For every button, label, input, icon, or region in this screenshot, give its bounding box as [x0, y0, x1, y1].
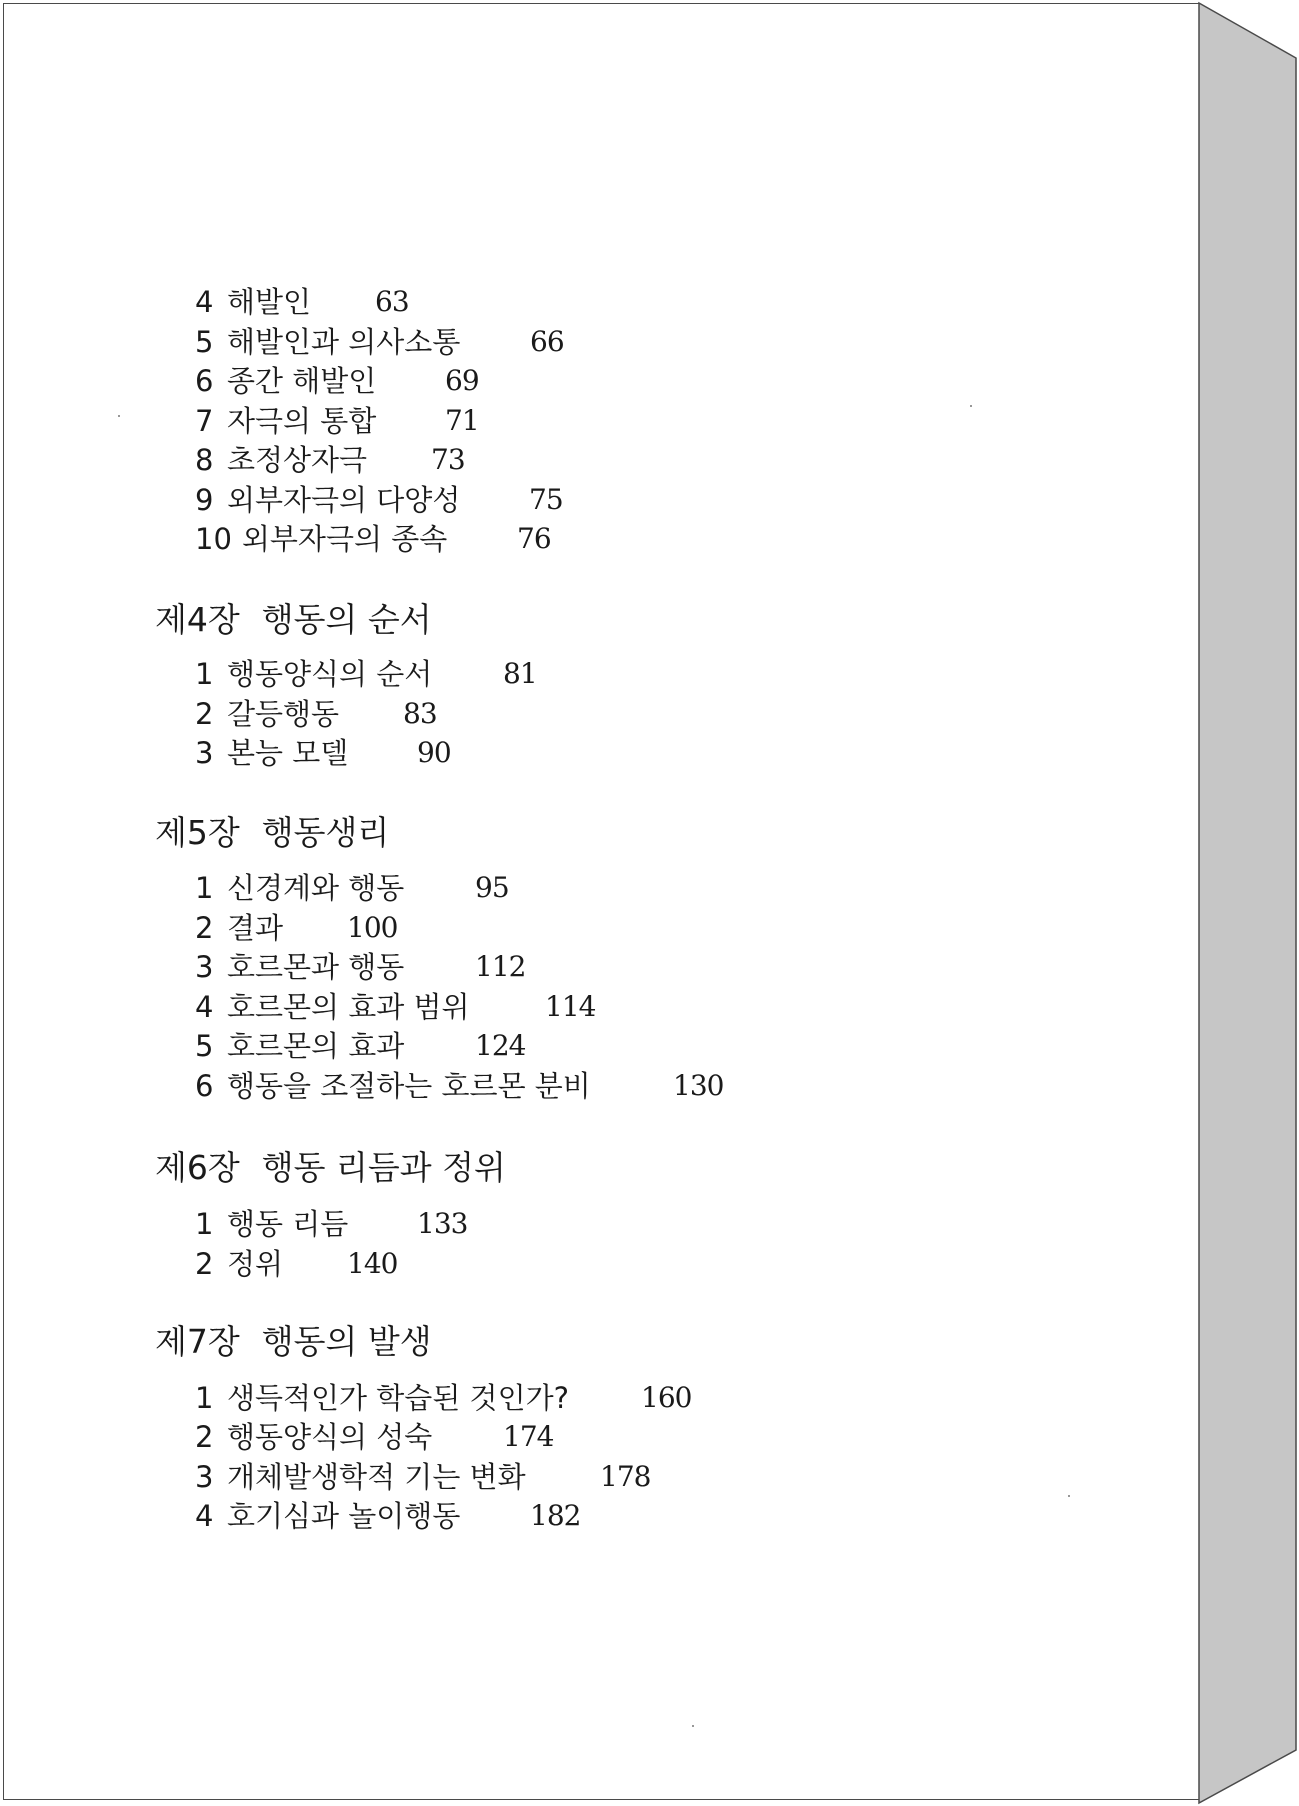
toc-entry [195, 870, 509, 906]
entry-title: 해발인 [227, 285, 312, 319]
chapter-title: 행동생리 [261, 813, 390, 852]
entry-title: 호르몬의 효과 범위 [227, 990, 470, 1024]
toc-entry [195, 656, 537, 692]
chapter-title: 행동 리듬과 정위 [261, 1148, 506, 1187]
entry-page: 90 [417, 736, 451, 769]
toc-entry [195, 735, 451, 771]
scan-speck [970, 405, 972, 407]
entry-number: 9 [195, 483, 214, 517]
entry-page: 114 [545, 990, 596, 1023]
entry-page: 76 [517, 522, 551, 555]
entry-page: 69 [445, 364, 479, 397]
entry-number: 2 [195, 911, 214, 945]
entry-number: 2 [195, 1420, 214, 1454]
chapter-heading [155, 813, 389, 853]
entry-title: 결과 [227, 911, 284, 945]
entry-page: 95 [475, 871, 509, 904]
entry-title: 초정상자극 [227, 443, 368, 477]
entry-title: 본능 모델 [227, 736, 349, 770]
entry-title: 행동양식의 순서 [227, 657, 433, 691]
entry-page: 124 [475, 1029, 526, 1062]
toc-entry [195, 324, 564, 360]
scan-speck [692, 1725, 694, 1727]
entry-number: 4 [195, 285, 214, 319]
chapter-number: 제4장 [155, 600, 240, 639]
entry-number: 5 [195, 1029, 214, 1063]
scan-speck [1068, 1495, 1070, 1497]
entry-title: 생득적인가 학습된 것인가? [227, 1381, 569, 1415]
entry-title: 행동 리듬 [227, 1207, 349, 1241]
entry-number: 6 [195, 1069, 214, 1103]
toc-entry [195, 442, 465, 478]
entry-page: 160 [641, 1381, 692, 1414]
entry-page: 178 [600, 1460, 651, 1493]
toc-entry [195, 989, 596, 1025]
entry-title: 개체발생학적 기는 변화 [227, 1460, 526, 1494]
entry-number: 3 [195, 950, 214, 984]
entry-page: 174 [503, 1420, 554, 1453]
entry-number: 4 [195, 1499, 214, 1533]
entry-page: 140 [347, 1247, 398, 1280]
entry-page: 63 [375, 285, 409, 318]
entry-number: 1 [195, 657, 214, 691]
toc-entry [195, 1459, 651, 1495]
entry-page: 182 [530, 1499, 581, 1532]
entry-page: 112 [475, 950, 526, 983]
entry-title: 종간 해발인 [227, 364, 377, 398]
entry-number: 2 [195, 697, 214, 731]
entry-page: 71 [445, 404, 479, 437]
entry-page: 100 [347, 911, 398, 944]
entry-number: 2 [195, 1247, 214, 1281]
entry-number: 4 [195, 990, 214, 1024]
entry-page: 73 [431, 443, 465, 476]
entry-title: 호기심과 놀이행동 [227, 1499, 461, 1533]
chapter-heading [155, 600, 432, 640]
toc-entry [195, 1068, 724, 1104]
entry-title: 행동을 조절하는 호르몬 분비 [227, 1069, 591, 1103]
scan-speck [118, 415, 120, 417]
entry-page: 66 [530, 325, 564, 358]
toc-entry [195, 1206, 468, 1242]
toc-entry [195, 521, 551, 557]
toc-entry [195, 482, 563, 518]
entry-title: 호르몬과 행동 [227, 950, 405, 984]
entry-page: 130 [673, 1069, 724, 1102]
entry-page: 81 [503, 657, 537, 690]
entry-title: 정위 [227, 1247, 284, 1281]
chapter-title: 행동의 순서 [261, 600, 432, 639]
entry-page: 133 [417, 1207, 468, 1240]
entry-number: 5 [195, 325, 214, 359]
entry-title: 행동양식의 성숙 [227, 1420, 433, 1454]
toc-entry [195, 1498, 581, 1534]
toc-entry [195, 1028, 526, 1064]
entry-title: 갈등행동 [227, 697, 340, 731]
entry-title: 호르몬의 효과 [227, 1029, 405, 1063]
toc-entry [195, 949, 526, 985]
entry-title: 신경계와 행동 [227, 871, 405, 905]
entry-title: 외부자극의 다양성 [227, 483, 461, 517]
chapter-title: 행동의 발생 [261, 1322, 432, 1361]
chapter-heading [155, 1322, 432, 1362]
chapter-heading [155, 1148, 506, 1188]
entry-number: 1 [195, 1207, 214, 1241]
entry-number: 1 [195, 1381, 214, 1415]
toc-entry [195, 696, 437, 732]
toc-entry [195, 363, 479, 399]
toc-entry [195, 1419, 554, 1455]
entry-page: 83 [403, 697, 437, 730]
chapter-number: 제7장 [155, 1322, 240, 1361]
toc-entry [195, 1246, 398, 1282]
entry-title: 자극의 통합 [227, 404, 377, 438]
toc-entry [195, 403, 479, 439]
chapter-number: 제6장 [155, 1148, 240, 1187]
toc-entry [195, 1380, 692, 1416]
entry-title: 외부자극의 종속 [241, 522, 448, 556]
entry-number: 1 [195, 871, 214, 905]
entry-number: 3 [195, 1460, 214, 1494]
entry-number: 7 [195, 404, 214, 438]
entry-number: 10 [195, 522, 232, 556]
entry-page: 75 [529, 483, 563, 516]
entry-title: 해발인과 의사소통 [227, 325, 461, 359]
toc-entry [195, 910, 398, 946]
entry-number: 8 [195, 443, 214, 477]
chapter-number: 제5장 [155, 813, 240, 852]
entry-number: 3 [195, 736, 214, 770]
toc-entry [195, 284, 409, 320]
entry-number: 6 [195, 364, 214, 398]
